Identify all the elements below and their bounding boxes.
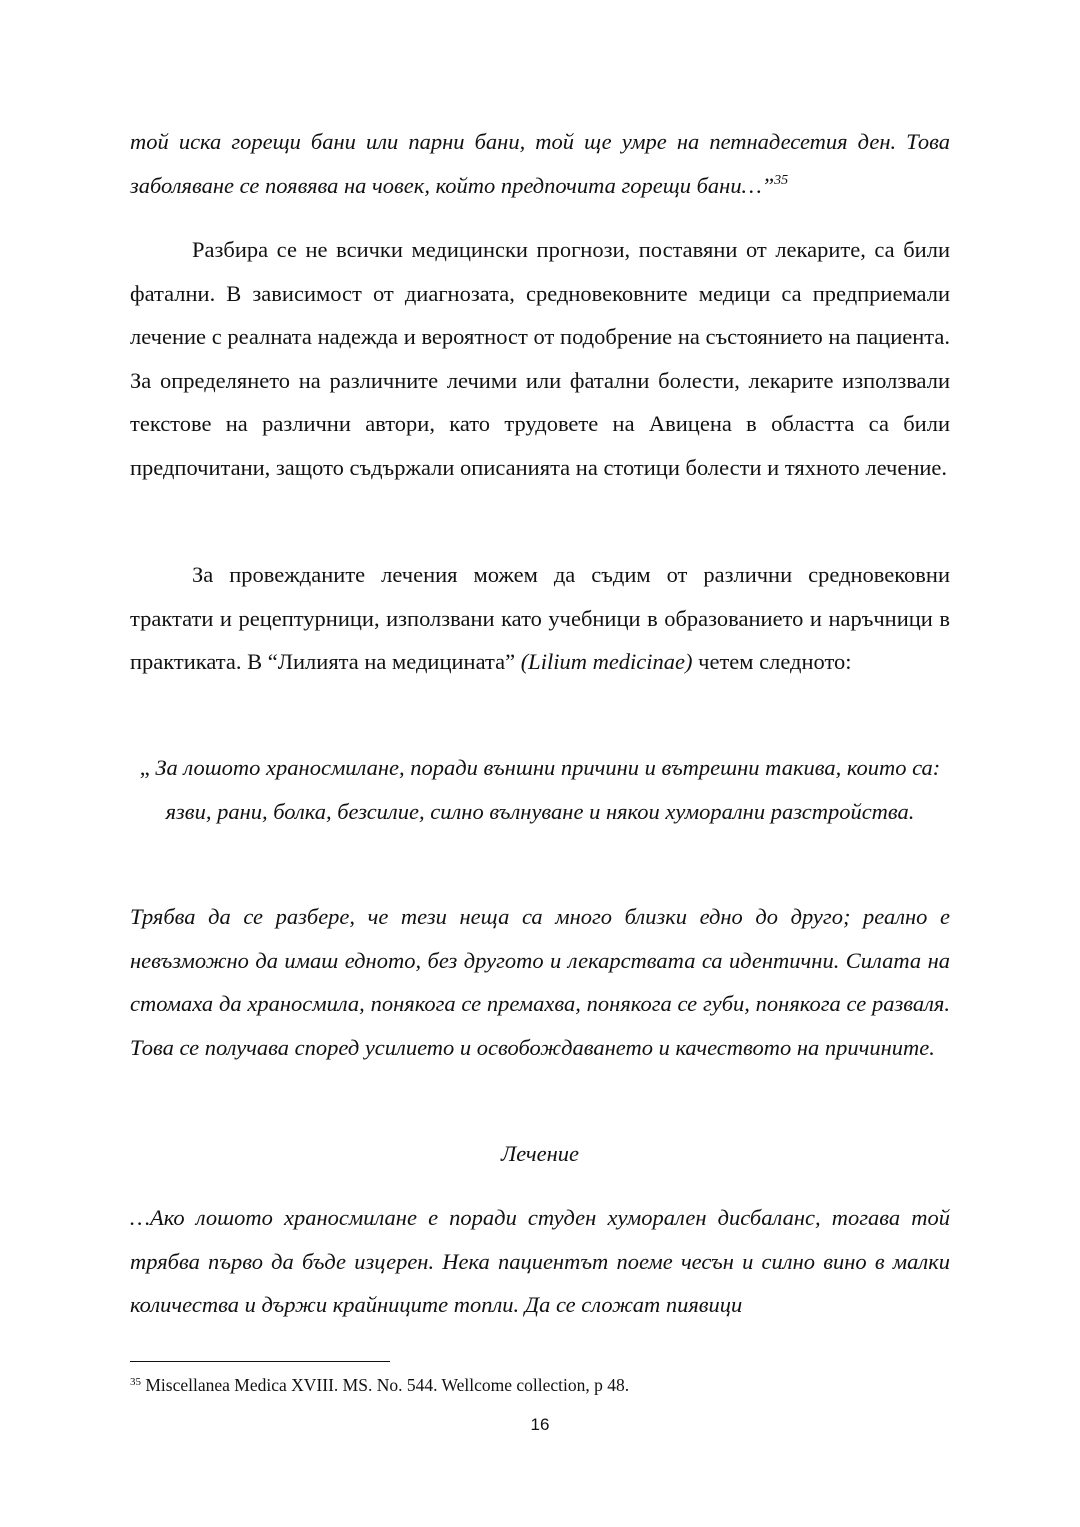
treatment-text: …Ако лошото храносмилане е поради студен хуморален дисбаланс, тогава той трябва първо да бъде изцерен. Нека пациентът поеме чесън и силно вино в малки количества и държи крайниците топли. Да се сложат пиявици (130, 1205, 950, 1318)
quote-heading (135, 746, 945, 833)
footnote-divider (130, 1361, 390, 1362)
continuation-quote (130, 120, 950, 207)
footnote-text: Miscellanea Medica XVIII. MS. No. 544. Wellcome collection, p 48. (145, 1375, 630, 1395)
quote-body: Трябва да се разбере, че тези неща са много близки едно до друго; реално е невъзможно да имаш едното, без другото и лекарствата са идентични. Силата на стомаха да храносмила, понякога се премахва, понякога се губи, понякога се разваля. Това се получава според усилието и освобождаването и качеството на причините. (130, 904, 950, 1060)
section-heading: Лечение (500, 1141, 580, 1166)
body-paragraph-2-text: За провежданите лечения можем да съдим от различни средновековни трактати и рецептурници, използвани като учебници в образованието и наръчници в практиката. В “Лилията на медицината” (130, 562, 950, 675)
footnote-number: 35 (130, 1376, 141, 1388)
footnote-reference[interactable]: 35 (774, 172, 789, 188)
body-paragraph-1: Разбира се не всички медицински прогнози, поставяни от лекарите, са били фатални. В зависимост от диагнозата, средновековните медици са предприемали лечение с реалната надежда и вероятност от подобрение на състоянието на пациента. За определянето на различните лечими или фатални болести, лекарите използвали текстове на различни автори, като трудовете на Авицена в областта са били предпочитани, защото съдържали описанията на стотици болести и тяхното лечение. (130, 237, 950, 480)
body-paragraph-2 (130, 553, 950, 684)
body-paragraph-2-ending: четем следното: (698, 649, 852, 675)
footnote (130, 1373, 950, 1397)
latin-title: (Lilium medicinae) (520, 649, 693, 675)
page-number: 16 (530, 1415, 550, 1434)
opening-quote-mark: „ (139, 755, 150, 780)
continuation-quote-text: той иска горещи бани или парни бани, той ще умре на петнадесетия ден. Това заболяване се появява на човек, който предпочита горещи бани…” (130, 129, 950, 198)
quote-heading-text: За лошото храносмилане, поради външни причини и вътрешни такива, които са: язви, рани, болка, безсилие, силно вълнуване и някои хуморални разстройства. (155, 755, 941, 824)
